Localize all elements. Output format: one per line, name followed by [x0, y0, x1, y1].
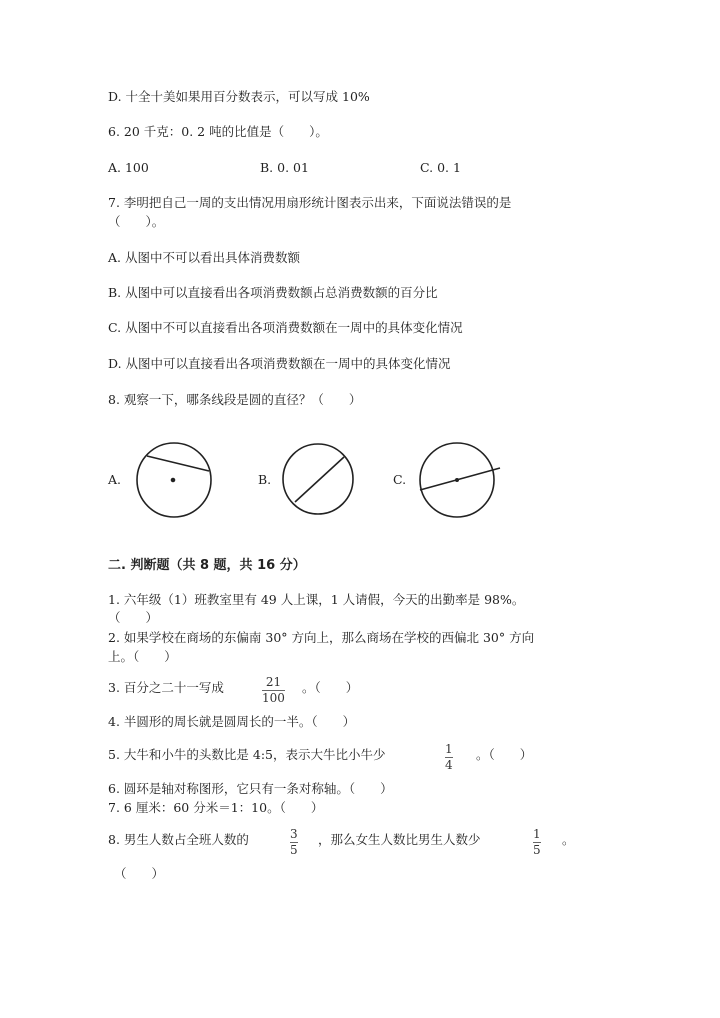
- q6-option-b: B. 0. 01: [260, 160, 309, 175]
- judge-q4: 4. 半圆形的周长就是圆周长的一半。（ ）: [108, 714, 356, 729]
- q6-option-c: C. 0. 1: [420, 160, 461, 175]
- q7-option-c: C. 从图中不可以直接看出各项消费数额在一周中的具体变化情况: [108, 320, 463, 335]
- judge-q3-pre: 3. 百分之二十一写成: [108, 680, 224, 695]
- denominator: 5: [533, 843, 541, 857]
- judge-q5-pre: 5. 大牛和小牛的头数比是 4:5，表示大牛比小牛少: [108, 747, 386, 762]
- judge-q5-post: 。（ ）: [476, 747, 533, 762]
- denominator: 100: [262, 691, 285, 705]
- judge-q8-post: 。: [562, 832, 575, 847]
- q7-option-d: D. 从图中可以直接看出各项消费数额在一周中的具体变化情况: [108, 356, 451, 371]
- circle-c-figure: [420, 443, 500, 517]
- q7-stem-line2: （ ）。: [108, 214, 165, 229]
- judge-q1-line1: 1. 六年级（1）班教室里有 49 人上课，1 人请假，今天的出勤率是 98%。: [108, 592, 525, 607]
- q7-stem-line1: 7. 李明把自己一周的支出情况用扇形统计图表示出来，下面说法错误的是: [108, 195, 512, 210]
- q8-option-a-label: A.: [108, 472, 122, 487]
- fraction-1-4: [445, 743, 453, 772]
- circle-a-figure: [137, 443, 211, 517]
- numerator: 21: [265, 675, 282, 689]
- q7-option-b: B. 从图中可以直接看出各项消费数额占总消费数额的百分比: [108, 285, 438, 300]
- q5-option-d: D. 十全十美如果用百分数表示，可以写成 10%: [108, 89, 370, 104]
- q6-option-a: A. 100: [108, 160, 149, 175]
- judge-q8-mid: ，那么女生人数比男生人数少: [318, 832, 481, 847]
- numerator: 3: [290, 827, 298, 841]
- denominator: 5: [290, 843, 298, 857]
- judge-q1-line2: （ ）: [108, 610, 159, 625]
- judge-q8-pre: 8. 男生人数占全班人数的: [108, 832, 249, 847]
- q8-stem: 8. 观察一下，哪条线段是圆的直径？（ ）: [108, 392, 362, 407]
- fraction-3-5: [290, 828, 298, 857]
- judge-q3-post: 。（ ）: [302, 680, 359, 695]
- judge-q2-line2: 上。（ ）: [108, 649, 177, 664]
- section2-heading: 二. 判断题（共 8 题，共 16 分）: [108, 558, 306, 573]
- q6-stem: 6. 20 千克：0. 2 吨的比值是（ ）。: [108, 124, 328, 139]
- judge-q7: 7. 6 厘米：60 分米＝1：10。（ ）: [108, 800, 324, 815]
- judge-q6: 6. 圆环是轴对称图形，它只有一条对称轴。（ ）: [108, 781, 393, 796]
- circle-b-figure: [283, 444, 353, 514]
- q7-option-a: A. 从图中不可以看出具体消费数额: [108, 250, 300, 265]
- numerator: 1: [533, 827, 541, 841]
- judge-q2-line1: 2. 如果学校在商场的东偏南 30° 方向上，那么商场在学校的西偏北 30° 方向: [108, 630, 535, 645]
- fraction-1-5: [533, 828, 541, 857]
- q8-option-c-label: C.: [393, 472, 407, 487]
- fraction-21-100: [262, 676, 285, 705]
- judge-q8-line2: （ ）: [114, 866, 165, 881]
- denominator: 4: [445, 758, 453, 772]
- q8-option-b-label: B.: [258, 472, 272, 487]
- numerator: 1: [445, 742, 453, 756]
